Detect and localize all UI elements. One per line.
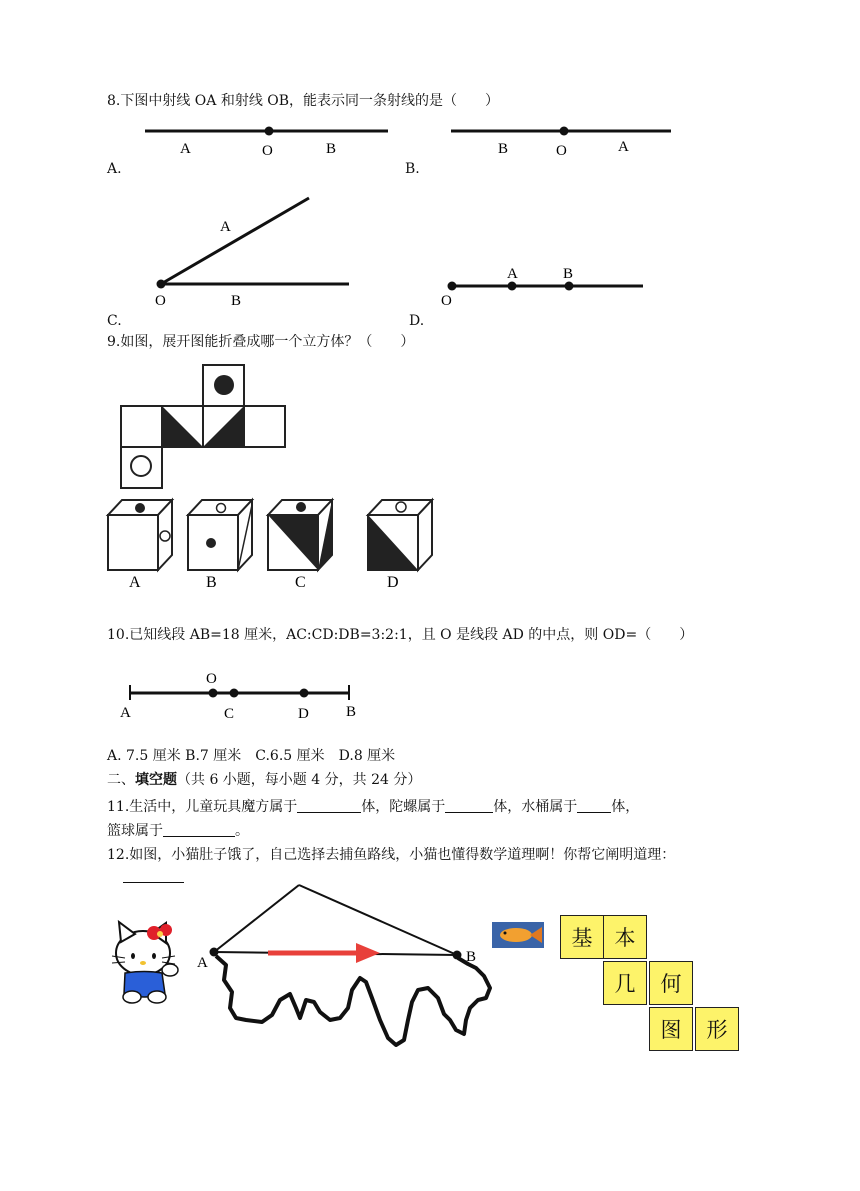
section-2-prefix: 二、 [107, 772, 135, 788]
q9-label-c: C [295, 574, 306, 591]
q8c-point-o [157, 280, 166, 289]
q8-figure-b [451, 127, 671, 160]
q8b-point-o [560, 127, 569, 136]
q11-line-1 [107, 798, 639, 816]
cube-option-b [188, 500, 252, 570]
q11-text-1: 11.生活中，儿童玩具魔方属于 [107, 799, 298, 815]
q10-figure [0, 660, 860, 725]
q8d-point-o [448, 282, 457, 291]
net-filled-dot [214, 375, 234, 395]
point-c [230, 689, 239, 698]
q11-blank-4[interactable] [163, 822, 235, 837]
q9-label-d: D [387, 574, 399, 591]
q8d-label-o: O [441, 293, 452, 309]
q8a-label-o: O [262, 143, 273, 159]
q9-label-a: A [129, 574, 141, 591]
q8c-ray-oa [161, 198, 309, 284]
q8c-label-o: O [155, 293, 166, 309]
arrow-head-icon [356, 943, 380, 963]
q8-figures [0, 0, 860, 340]
kitty-icon [112, 922, 178, 1003]
cube-d-circle [396, 502, 406, 512]
q8c-label-b: B [231, 293, 242, 309]
grid-cell-4: 何 [649, 961, 693, 1005]
section-2-suffix: （共 6 小题，每小题 4 分，共 24 分） [177, 772, 422, 788]
q12-figure [0, 870, 560, 1080]
q11-text-3: 体，水桶属于 [493, 799, 578, 815]
q10-stem: 10.已知线段 AB=18 厘米，AC:CD:DB=3:2:1，且 O 是线段 AD 的中点，则 OD=（ ） [107, 627, 694, 643]
point-d [300, 689, 309, 698]
q11-text-2: 体，陀螺属于 [361, 799, 446, 815]
label-o: O [206, 671, 217, 687]
section-2-title: 填空题 [135, 772, 177, 788]
q8a-label-b: B [326, 141, 337, 157]
q8b-label-a: A [618, 139, 629, 155]
q9-stem: 9.如图，展开图能折叠成哪一个立方体？（ ） [107, 334, 415, 350]
q11-blank-3[interactable] [577, 798, 611, 813]
net-face-1 [121, 406, 162, 447]
q11-text-6: 。 [235, 823, 249, 839]
cube-option-c [268, 500, 332, 570]
grid-cell-3: 几 [603, 961, 647, 1005]
cube-net [121, 365, 285, 488]
q9-label-b: B [206, 574, 217, 591]
cube-a-dot [135, 503, 145, 513]
path-upper-right [299, 885, 457, 955]
q8-option-c-letter: C. [107, 313, 122, 329]
label-d: D [298, 706, 309, 722]
point-o [209, 689, 218, 698]
q9-figures [0, 355, 860, 600]
jagged-path [216, 956, 490, 1045]
path-upper-left [214, 885, 299, 952]
cube-option-d [368, 500, 432, 570]
q8-option-b-letter: B. [405, 161, 420, 177]
q10-answers: A. 7.5 厘米 B.7 厘米 C.6.5 厘米 D.8 厘米 [107, 748, 396, 764]
q11-text-4: 体， [611, 799, 640, 815]
net-face-4 [244, 406, 285, 447]
grid-cell-6: 形 [695, 1007, 739, 1051]
q8-stem: 8.下图中射线 OA 和射线 OB，能表示同一条射线的是（ ） [107, 93, 500, 109]
label-b: B [346, 704, 357, 720]
cube-option-a [108, 500, 172, 570]
net-hollow-circle [131, 456, 151, 476]
q11-blank-1[interactable] [297, 798, 361, 813]
cube-c-dot [296, 502, 306, 512]
grid-cell-1: 基 [560, 915, 604, 959]
grid-cell-5: 图 [649, 1007, 693, 1051]
q8d-point-b [565, 282, 574, 291]
q8b-label-b: B [498, 141, 509, 157]
q8-figure-a [145, 127, 388, 160]
q8c-label-a: A [220, 219, 231, 235]
label-a: A [120, 705, 131, 721]
q8-figure-c [155, 198, 349, 309]
fish-icon [492, 922, 544, 948]
q8d-label-b: B [563, 266, 574, 282]
cube-b-dot [206, 538, 216, 548]
q8-option-d-letter: D. [409, 313, 425, 329]
q12-stem: 12.如图，小猫肚子饿了，自己选择去捕鱼路线，小猫也懂得数学道理啊！你帮它阐明道理： [107, 847, 676, 863]
q8b-label-o: O [556, 143, 567, 159]
q8-option-a-letter: A. [107, 161, 122, 177]
q8a-point-o [265, 127, 274, 136]
q11-line-2 [107, 822, 249, 840]
cube-a-circle [160, 531, 170, 541]
q8-figure-d [441, 266, 643, 309]
q12-label-a: A [197, 955, 208, 971]
section-2-heading [107, 771, 421, 789]
q12-label-b: B [466, 949, 477, 965]
label-c: C [224, 706, 235, 722]
grid-cell-2: 本 [603, 915, 647, 959]
q11-blank-2[interactable] [445, 798, 493, 813]
q8d-label-a: A [507, 266, 518, 282]
q8d-point-a [508, 282, 517, 291]
cube-b-circle [217, 504, 226, 513]
q11-text-5: 篮球属于 [107, 823, 163, 839]
q8a-label-a: A [180, 141, 191, 157]
